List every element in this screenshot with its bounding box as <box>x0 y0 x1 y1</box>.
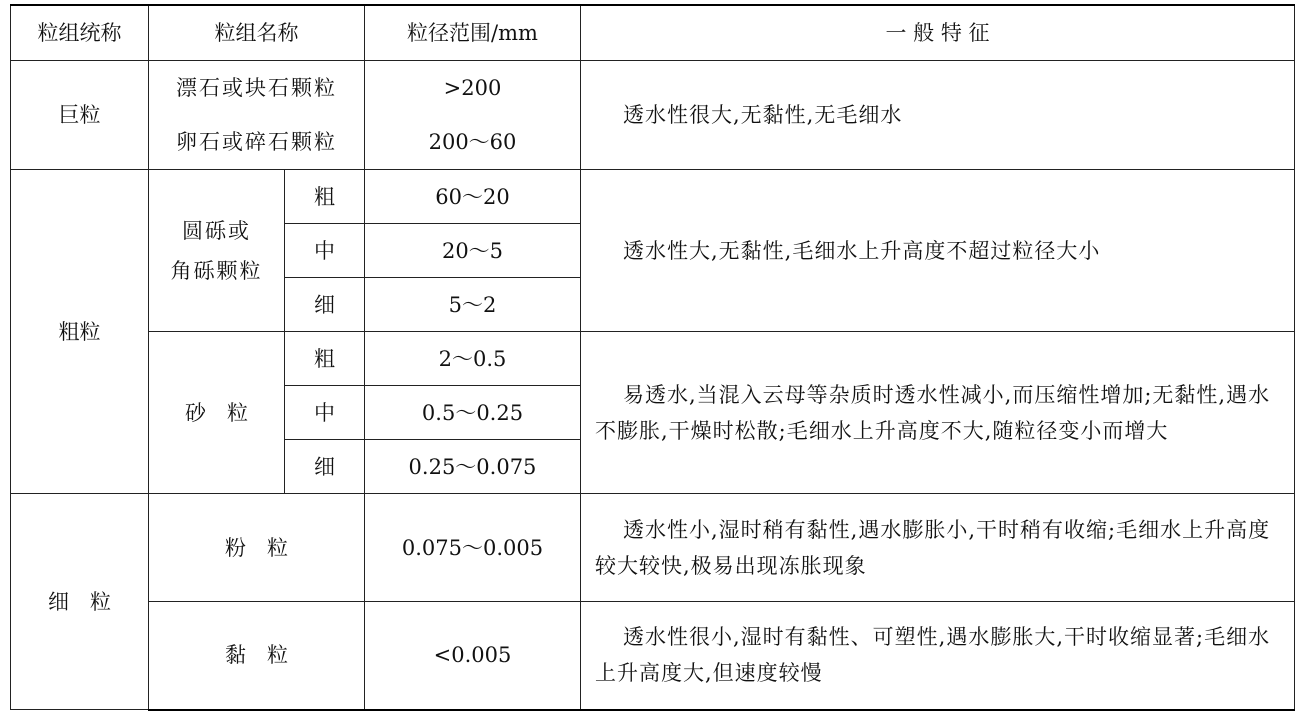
header-characteristics: 一 般 特 征 <box>581 5 1295 61</box>
group-name-silt: 粉 粒 <box>149 494 365 602</box>
characteristics-text: 易透水,当混入云母等杂质时透水性减小,而压缩性增加;无黏性,遇水不膨胀,干燥时松散;毛细水上升高度不大,随粒径变小而增大 <box>595 382 1271 443</box>
size-range-value: 2～0.5 <box>365 332 581 386</box>
size-range-value: <0.005 <box>365 602 581 710</box>
grade-medium: 中 <box>285 224 365 278</box>
gravel-name-line1: 圆砾或 <box>182 218 251 243</box>
characteristics-ju-li <box>581 61 1295 170</box>
sub-name-boulder: 漂石或块石颗粒 <box>176 76 337 100</box>
gravel-name-line2: 角砾颗粒 <box>170 258 263 283</box>
soil-particle-table <box>10 4 1295 711</box>
table-row <box>11 602 1295 710</box>
grade-fine: 细 <box>285 278 365 332</box>
size-range-value: 60～20 <box>365 170 581 224</box>
table-row <box>11 332 1295 386</box>
characteristics-silt <box>581 494 1295 602</box>
group-general-cu-li: 粗粒 <box>11 170 149 494</box>
table-row <box>11 61 1295 170</box>
characteristics-clay <box>581 602 1295 710</box>
group-name-gravel <box>149 170 285 332</box>
header-row <box>11 5 1295 61</box>
group-name-ju-li <box>149 61 365 170</box>
characteristics-sand <box>581 332 1295 494</box>
size-range-value: 5～2 <box>365 278 581 332</box>
grade-coarse: 粗 <box>285 170 365 224</box>
characteristics-text: 透水性很大,无黏性,无毛细水 <box>623 103 903 127</box>
group-name-clay: 黏 粒 <box>149 602 365 710</box>
size-range-value: 0.5～0.25 <box>365 386 581 440</box>
group-name-sand: 砂 粒 <box>149 332 285 494</box>
group-general-xi-li: 细 粒 <box>11 494 149 710</box>
characteristics-text: 透水性小,湿时稍有黏性,遇水膨胀小,干时稍有收缩;毛细水上升高度较大较快,极易出现冻胀现象 <box>595 517 1271 578</box>
characteristics-gravel <box>581 170 1295 332</box>
size-range-value: 0.25～0.075 <box>365 440 581 494</box>
size-range-value: 200～60 <box>428 130 517 154</box>
grade-fine: 细 <box>285 440 365 494</box>
header-size-range: 粒径范围/mm <box>365 5 581 61</box>
grade-coarse: 粗 <box>285 332 365 386</box>
group-general-ju-li: 巨粒 <box>11 61 149 170</box>
size-range-value: >200 <box>443 76 502 100</box>
size-range-value: 0.075～0.005 <box>365 494 581 602</box>
header-group-name: 粒组名称 <box>149 5 365 61</box>
header-group-general: 粒组统称 <box>11 5 149 61</box>
table-row <box>11 170 1295 224</box>
size-range-ju-li <box>365 61 581 170</box>
soil-particle-table-page <box>10 4 1295 711</box>
sub-name-cobble: 卵石或碎石颗粒 <box>176 130 337 154</box>
characteristics-text: 透水性很小,湿时有黏性、可塑性,遇水膨胀大,干时收缩显著;毛细水上升高度大,但速度较慢 <box>595 625 1271 686</box>
grade-medium: 中 <box>285 386 365 440</box>
size-range-value: 20～5 <box>365 224 581 278</box>
characteristics-text: 透水性大,无黏性,毛细水上升高度不超过粒径大小 <box>623 238 1101 263</box>
table-row <box>11 494 1295 602</box>
